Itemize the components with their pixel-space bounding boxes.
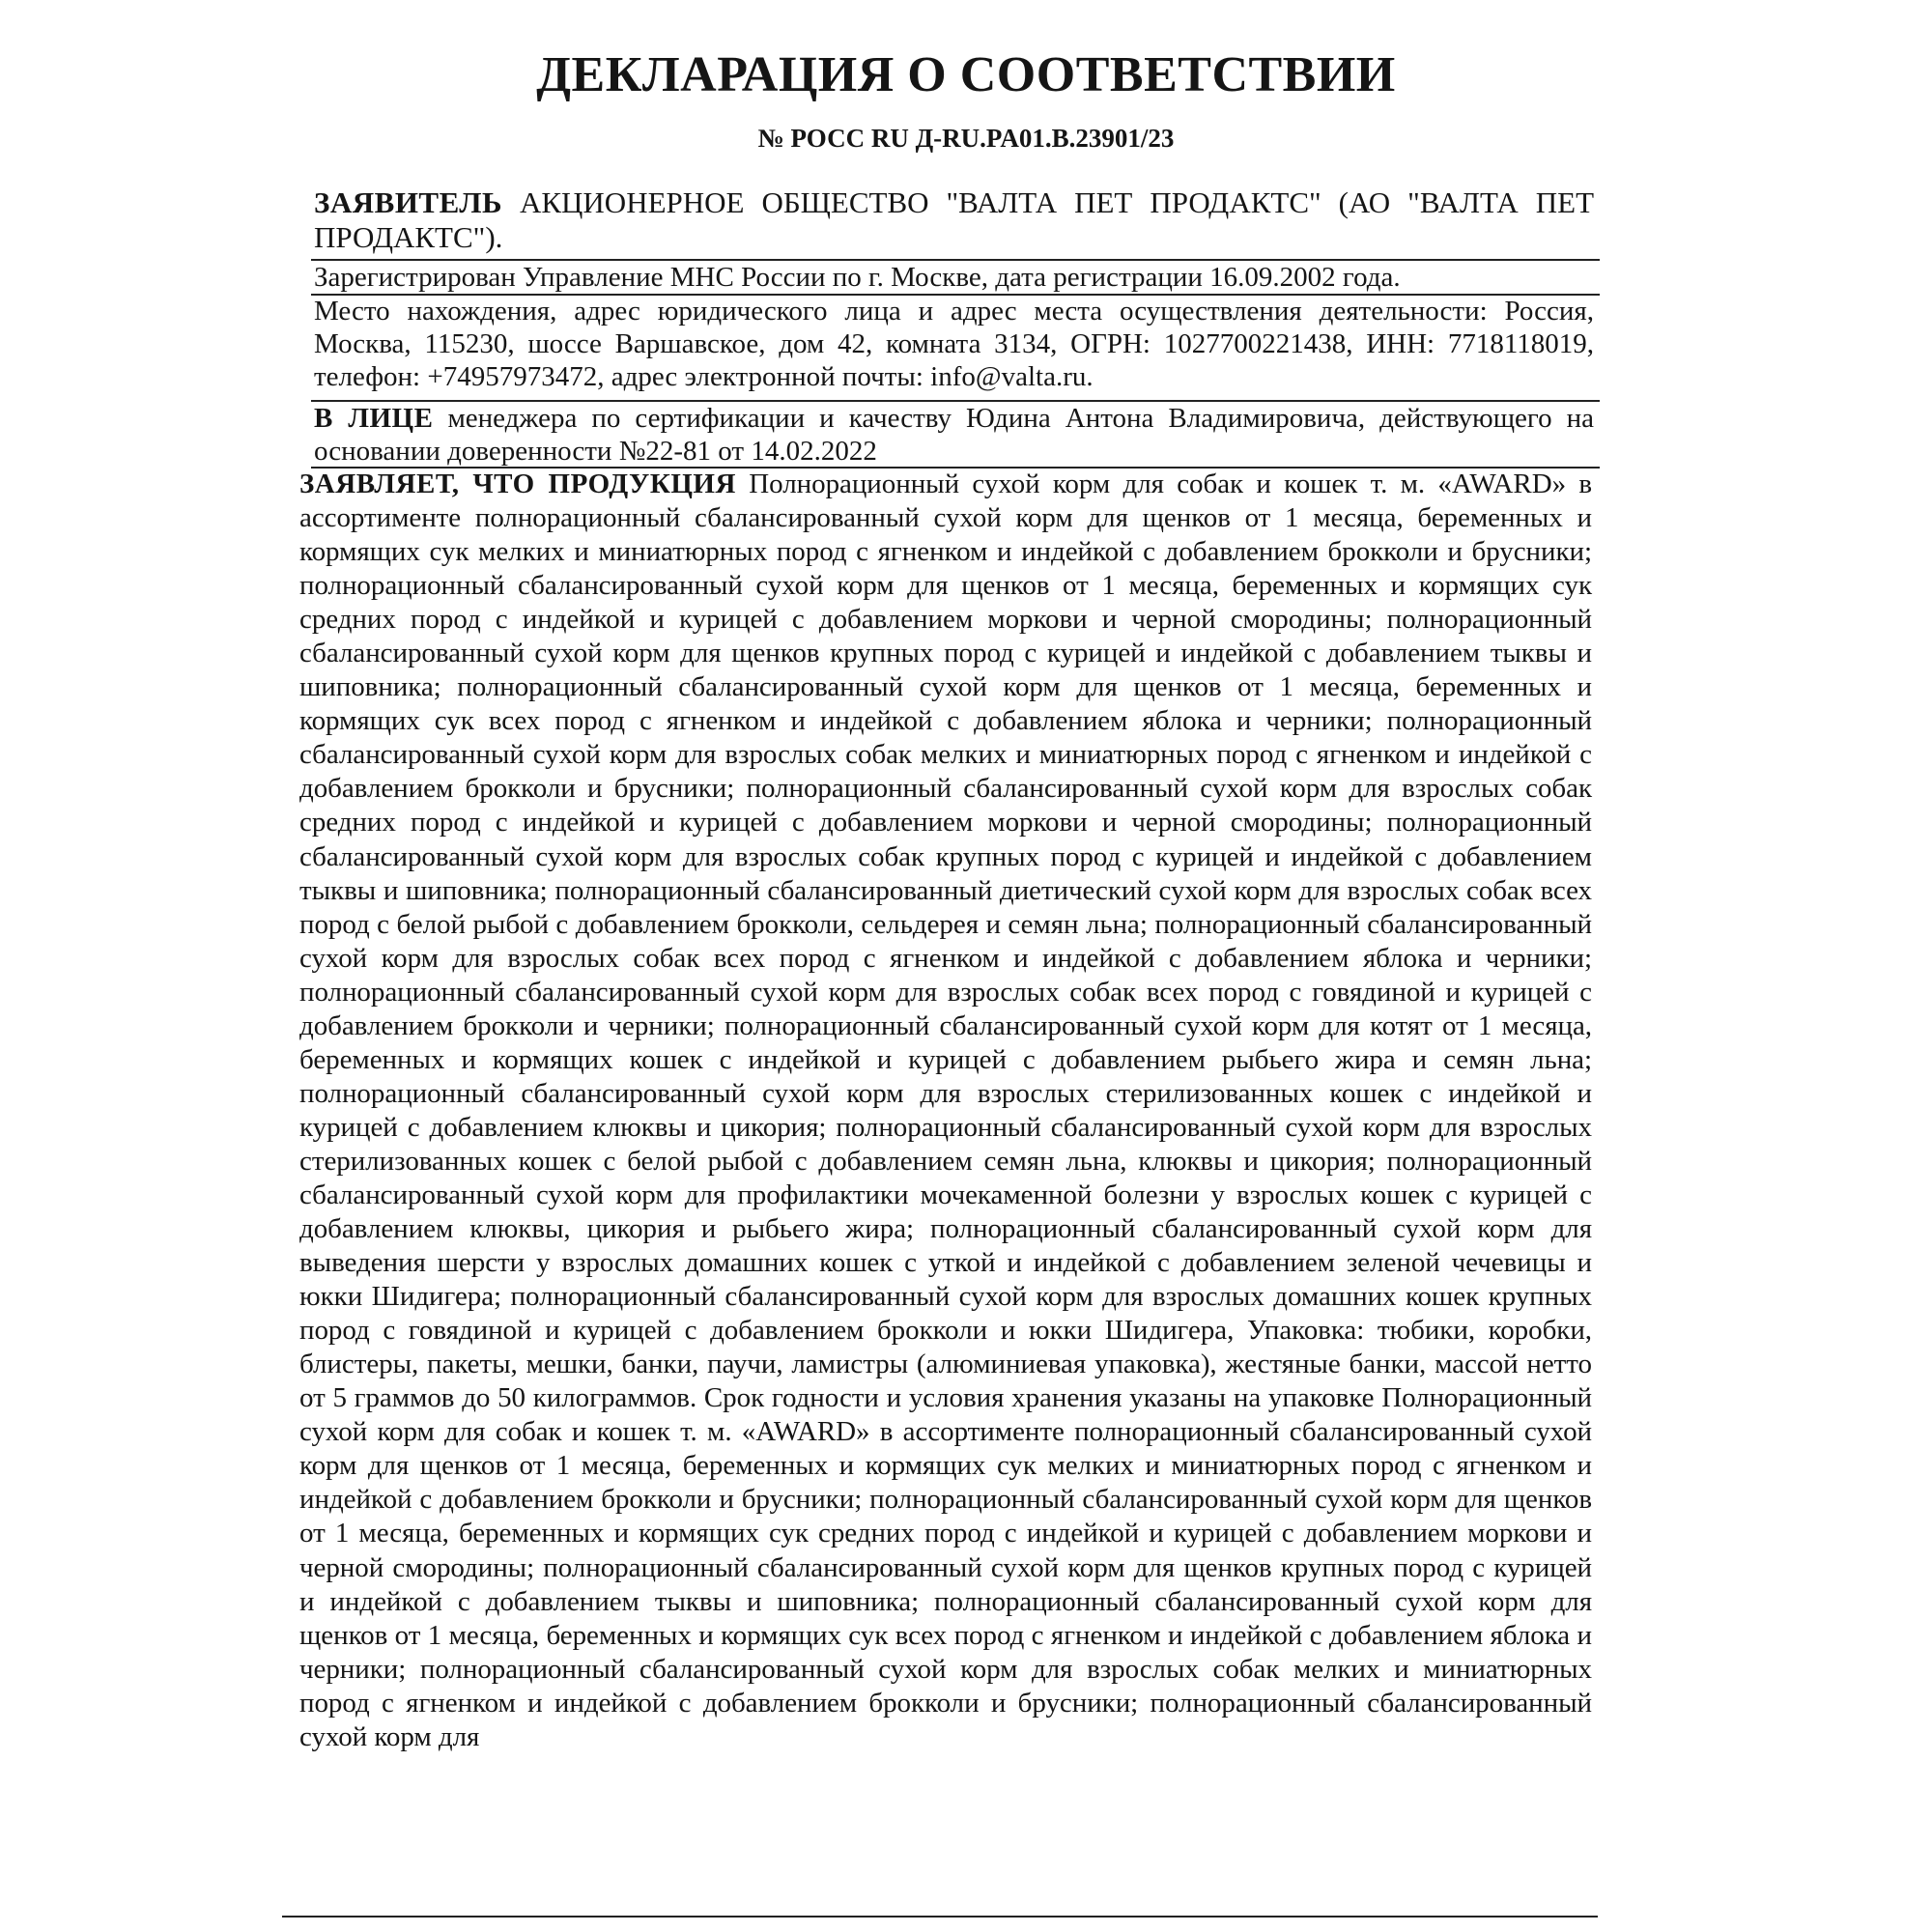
applicant-section [314,185,1594,255]
declaration-label: ЗАЯВЛЯЕТ, ЧТО ПРОДУКЦИЯ [299,469,736,499]
bottom-divider [282,1916,1598,1918]
declaration-text: Полнорационный сухой корм для собак и кошек т. м. «AWARD» в ассортименте полнорационный сбалансированный сухой корм для щенков от 1 месяца, беременных и кормящих сук мелких и миниатюрных пород с ягненком и индейкой с добавлением брокколи и брусники; полнорационный сбалансированный сухой корм для щенков от 1 месяца, беременных и кормящих сук средних пород с индейкой и курицей с добавлением моркови и черной смородины; полнорационный сбалансированный сухой корм для щенков крупных пород с курицей и индейкой с добавлением тыквы и шиповника; полнорационный сбалансированный сухой корм для щенков от 1 месяца, беременных и кормящих сук всех пород с ягненком и индейкой с добавлением яблока и черники; полнорационный сбалансированный сухой корм для взрослых собак мелких и миниатюрных пород с ягненком и индейкой с добавлением брокколи и брусники; полнорационный сбалансированный сухой корм для взрослых собак средних пород с индейкой и курицей с добавлением моркови и черной смородины; полнорационный сбалансированный сухой корм для взрослых собак крупных пород с курицей и индейкой с добавлением тыквы и шиповника; полнорационный сбалансированный диетический сухой корм для взрослых собак всех пород с белой рыбой с добавлением брокколи, сельдерея и семян льна; полнорационный сбалансированный сухой корм для взрослых собак всех пород с ягненком и индейкой с добавлением яблока и черники; полнорационный сбалансированный сухой корм для взрослых собак всех пород с говядиной и курицей с добавлением брокколи и черники; полнорационный сбалансированный сухой корм для котят от 1 месяца, беременных и кормящих кошек с индейкой и курицей с добавлением рыбьего жира и семян льна; полнорационный сбалансированный сухой корм для взрослых стерилизованных кошек с индейкой и курицей с добавлением клюквы и цикория; полнорационный сбалансированный сухой корм для взрослых стерилизованных кошек с белой рыбой с добавлением семян льна, клюквы и цикория; полнорационный сбалансированный сухой корм для профилактики мочекаменной болезни у взрослых кошек с курицей с добавлением клюквы, цикория и рыбьего жира; полнорационный сбалансированный сухой корм для выведения шерсти у взрослых домашних кошек с уткой и индейкой с добавлением зеленой чечевицы и юкки Шидигера; полнорационный сбалансированный сухой корм для взрослых домашних кошек крупных пород с говядиной и курицей с добавлением брокколи и юкки Шидигера, Упаковка: тюбики, коробки, блистеры, пакеты, мешки, банки, паучи, ламистры (алюминиевая упаковка), жестяные банки, массой нетто от 5 граммов до 50 килограммов. Срок годности и условия хранения указаны на упаковке Полнорационный сухой корм для собак и кошек т. м. «AWARD» в ассортименте полнорационный сбалансированный сухой корм для щенков от 1 месяца, беременных и кормящих сук мелких и миниатюрных пород с ягненком и индейкой с добавлением брокколи и брусники; полнорационный сбалансированный сухой корм для щенков от 1 месяца, беременных и кормящих сук средних пород с индейкой и курицей с добавлением моркови и черной смородины; полнорационный сбалансированный сухой корм для щенков крупных пород с курицей и индейкой с добавлением тыквы и шиповника; полнорационный сбалансированный сухой корм для щенков от 1 месяца, беременных и кормящих сук всех пород с ягненком и индейкой с добавлением яблока и черники; полнорационный сбалансированный сухой корм для взрослых собак мелких и миниатюрных пород с ягненком и индейкой с добавлением брокколи и брусники; полнорационный сбалансированный сухой корм для [299,469,1593,1752]
representative-label: В ЛИЦЕ [314,403,434,434]
document-number: № РОСС RU Д-RU.PA01.B.23901/23 [757,124,1175,153]
registration-section [314,261,1594,294]
applicant-text: АКЦИОНЕРНОЕ ОБЩЕСТВО "ВАЛТА ПЕТ ПРОДАКТС" (АО "ВАЛТА ПЕТ ПРОДАКТС"). [314,185,1594,254]
address-text: Место нахождения, адрес юридического лица и адрес места осуществления деятельности: Россия, Москва, 115230, шоссе Варшавское, дом 42, комната 3134, ОГРН: 1027700221438, ИНН: 7718118019, телефон: +74957973472, адрес электронной почты: info@valta.ru. [314,296,1594,392]
address-section [314,295,1594,393]
representative-text: менеджера по сертификации и качеству Юдина Антона Владимировича, действующего на основании доверенности №22-81 от 14.02.2022 [314,403,1594,467]
document-title: ДЕКЛАРАЦИЯ О СООТВЕТСТВИИ [536,47,1396,102]
applicant-label: ЗАЯВИТЕЛЬ [314,185,502,219]
declaration-section [299,468,1592,1754]
representative-section [314,402,1594,468]
registration-text: Зарегистрирован Управление МНС России по г. Москве, дата регистрации 16.09.2002 года. [314,262,1401,293]
